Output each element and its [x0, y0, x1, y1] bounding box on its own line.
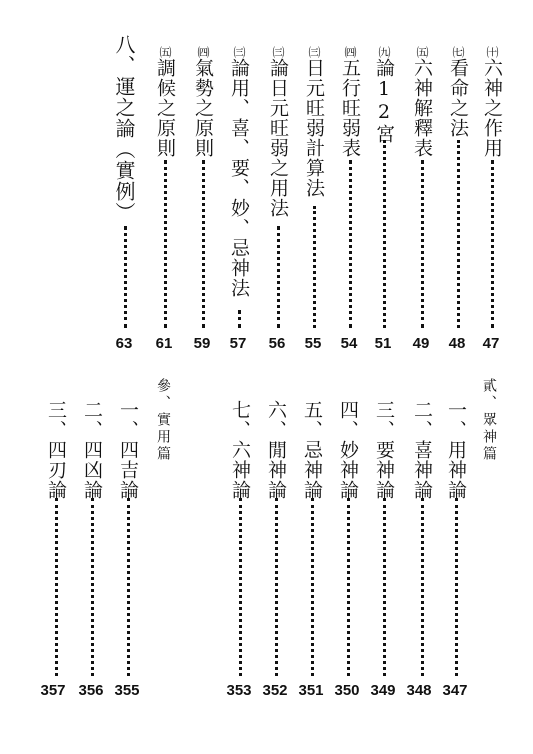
entry-number-marker: ㈤ [415, 46, 429, 58]
page-number: 352 [262, 682, 288, 699]
page-number: 61 [155, 335, 173, 352]
page-number: 54 [340, 335, 358, 352]
dot-leader [421, 160, 424, 328]
section-heading: 貳、眾神篇 [481, 378, 497, 463]
entry-number-marker: ㈨ [377, 46, 391, 58]
dot-leader [238, 310, 241, 328]
dot-leader [124, 226, 127, 328]
page-number: 353 [226, 682, 252, 699]
entry-number-marker: ㈦ [451, 46, 465, 58]
toc-entry-text: ㈤調候之原則 [154, 46, 176, 158]
dot-leader [347, 498, 350, 676]
entry-number-marker: ㈣ [343, 46, 357, 58]
page-number: 348 [406, 682, 432, 699]
toc-entry-text: 三、四刃論 [45, 400, 67, 500]
dot-leader [202, 160, 205, 328]
toc-entry-text: ㈤六神解釋表 [411, 46, 433, 158]
page-number: 56 [268, 335, 286, 352]
dot-leader [91, 498, 94, 676]
toc-entry-text: ㈨論12宮 [373, 46, 395, 144]
dot-leader [311, 498, 314, 676]
toc-entry-text: 七、六神論 [229, 400, 251, 500]
toc-entry-text: 四、妙神論 [337, 400, 359, 500]
toc-entry-text: ㈦看命之法 [447, 46, 469, 138]
page-number: 51 [374, 335, 392, 352]
section-heading: 參、實用篇 [155, 378, 171, 463]
page-number: 49 [412, 335, 430, 352]
dot-leader [275, 498, 278, 676]
page-number: 347 [442, 682, 468, 699]
entry-number-marker: ㈣ [196, 46, 210, 58]
toc-entry-text: 一、四吉論 [117, 400, 139, 500]
toc-entry-text: 五、忌神論 [301, 400, 323, 500]
entry-number-marker: ㈢ [307, 46, 321, 58]
toc-entry-text: ㈢論日元旺弱之用法 [267, 46, 289, 218]
toc-entry-text: ㈩六神之作用 [481, 46, 503, 158]
dot-leader [239, 498, 242, 676]
page-number: 48 [448, 335, 466, 352]
toc-entry-text: ㈢日元旺弱計算法 [303, 46, 325, 198]
page-number: 356 [78, 682, 104, 699]
dot-leader [164, 160, 167, 328]
page-number: 57 [229, 335, 247, 352]
toc-entry-text: 一、用神論 [445, 400, 467, 500]
page-number: 351 [298, 682, 324, 699]
toc-entry-text: ㈢論用、喜、要、妙、忌神法 [228, 46, 250, 298]
dot-leader [457, 140, 460, 328]
toc-entry-text: 三、要神論 [373, 400, 395, 500]
dot-leader [455, 498, 458, 676]
dot-leader [127, 498, 130, 676]
toc-entry-text: ㈣氣勢之原則 [192, 46, 214, 158]
page-number: 55 [304, 335, 322, 352]
entry-number-marker: ㈩ [485, 46, 499, 58]
page-number: 357 [40, 682, 66, 699]
entry-number-marker: ㈢ [271, 46, 285, 58]
page-number: 47 [482, 335, 500, 352]
entry-number-marker: ㈢ [232, 46, 246, 58]
toc-entry-text: ㈣五行旺弱表 [339, 46, 361, 158]
dot-leader [383, 498, 386, 676]
toc-entry-text: 二、四凶論 [81, 400, 103, 500]
toc-entry-text: 六、閒神論 [265, 400, 287, 500]
page-number: 349 [370, 682, 396, 699]
entry-number-marker: ㈤ [158, 46, 172, 58]
dot-leader [313, 206, 316, 328]
toc-entry-text: 八、運之論（實例） [112, 34, 136, 223]
dot-leader [491, 160, 494, 328]
dot-leader [421, 498, 424, 676]
page-number: 355 [114, 682, 140, 699]
dot-leader [55, 498, 58, 676]
dot-leader [349, 160, 352, 328]
dot-leader [277, 226, 280, 328]
toc-entry-text: 二、喜神論 [411, 400, 433, 500]
page-number: 350 [334, 682, 360, 699]
page-number: 63 [115, 335, 133, 352]
dot-leader [383, 140, 386, 328]
page-number: 59 [193, 335, 211, 352]
